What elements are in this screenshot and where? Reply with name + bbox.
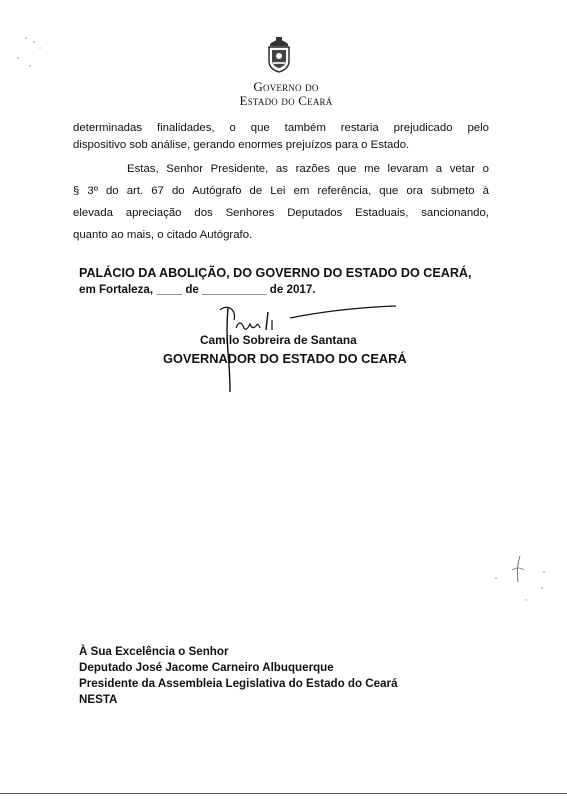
scan-marks (482, 548, 552, 608)
body-line: Estas, Senhor Presidente, as razões que me levaram a vetar o (127, 163, 489, 175)
body-line: elevada apreciação dos Senhores Deputados Estaduais, sancionando, (73, 207, 489, 219)
body-line: dispositivo sob análise, gerando enormes prejuízos para o Estado. (73, 139, 410, 151)
addressee-role: Presidente da Assembleia Legislativa do Estado do Ceará (79, 677, 398, 690)
bottom-rule (0, 793, 567, 794)
signatory-title: GOVERNADOR DO ESTADO DO CEARÁ (163, 351, 407, 366)
closing-place: PALÁCIO DA ABOLIÇÃO, DO GOVERNO DO ESTADO DO CEARÁ, (79, 266, 472, 280)
letterhead-line2: Estado do Ceará (239, 93, 333, 108)
closing-date: em Fortaleza, ____ de __________ de 2017. (79, 283, 316, 296)
body-line: quanto ao mais, o citado Autógrafo. (73, 229, 253, 241)
handwritten-signature (190, 300, 400, 400)
body-line: determinadas finalidades, o que também restaria prejudicado pelo (73, 122, 489, 134)
addressee-name: Deputado José Jacome Carneiro Albuquerque (79, 661, 334, 674)
scan-marks (6, 28, 46, 78)
addressee-salutation: À Sua Excelência o Senhor (79, 645, 229, 658)
signatory-name: Camilo Sobreira de Santana (200, 333, 357, 347)
letterhead-line1: Governo do (253, 79, 319, 94)
body-line: § 3º do art. 67 do Autógrafo de Lei em referência, que ora submeto à (73, 185, 489, 197)
state-crest-icon (264, 34, 294, 74)
addressee-location: NESTA (79, 693, 118, 706)
